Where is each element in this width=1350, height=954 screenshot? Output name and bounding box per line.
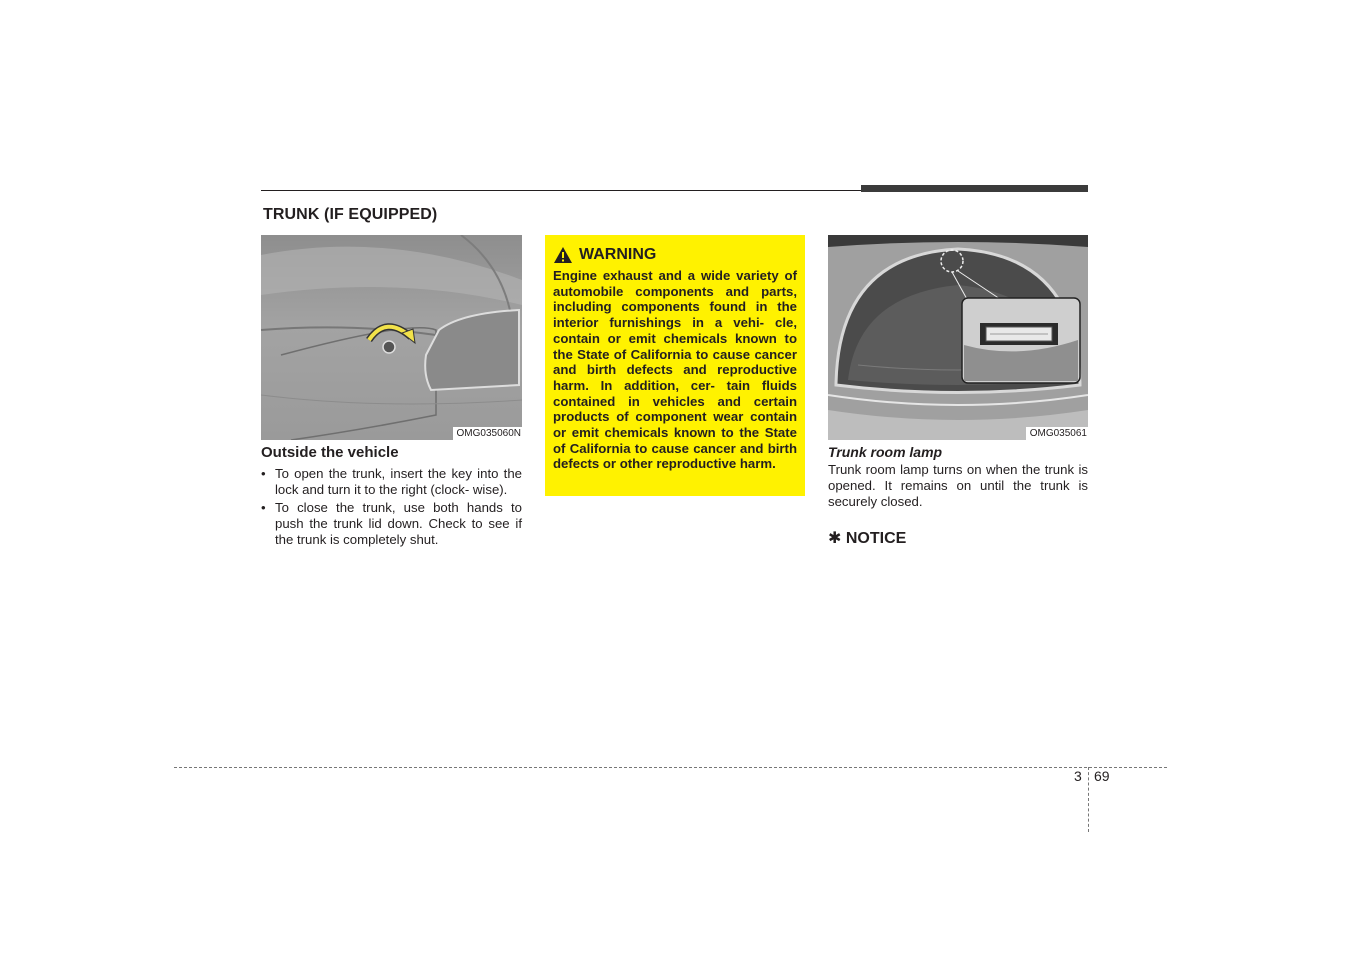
trunk-room-illustration	[828, 235, 1088, 440]
section-title: TRUNK (IF EQUIPPED)	[263, 206, 438, 223]
trunk-exterior-figure	[261, 235, 522, 440]
figure-code: OMG035061	[1026, 427, 1088, 440]
header-bar	[861, 185, 1088, 192]
trunk-interior-figure	[828, 235, 1088, 440]
figure-code: OMG035060N	[453, 427, 522, 440]
warning-box	[545, 235, 805, 496]
warning-title: WARNING	[579, 246, 657, 263]
outside-bullet-list	[261, 466, 522, 550]
chapter-number: 3	[1074, 768, 1082, 784]
footer-rule	[174, 767, 1167, 768]
list-item: • To open the trunk, insert the key into the lock and turn it to the right (clock- wise).	[261, 466, 522, 498]
list-item: • To close the trunk, use both hands to push the trunk lid down. Check to see if the trunk is completely shut.	[261, 500, 522, 548]
header-rule	[261, 190, 861, 191]
page-number: 69	[1094, 768, 1110, 784]
notice-title: ✱ NOTICE	[828, 530, 907, 547]
trunk-lid-illustration	[261, 235, 522, 440]
warning-header	[553, 245, 797, 265]
warning-text: Engine exhaust and a wide variety of automobile components and parts, including components found in the interior furnishings in a vehi- cle, contain or emit chemicals known to the State of California to cause cancer and birth defects and reproductive harm. In addition, cer- tain fluids contained in vehicles and certain products of component wear contain or emit chemicals known to the State of California to cause cancer and birth defects or other reproductive harm.	[553, 268, 797, 472]
warning-triangle-icon	[553, 246, 573, 264]
outside-heading: Outside the vehicle	[261, 444, 399, 461]
lamp-heading: Trunk room lamp	[828, 444, 943, 460]
footer-divider	[1088, 767, 1089, 832]
lamp-text: Trunk room lamp turns on when the trunk is opened. It remains on until the trunk is securely closed.	[828, 462, 1088, 509]
